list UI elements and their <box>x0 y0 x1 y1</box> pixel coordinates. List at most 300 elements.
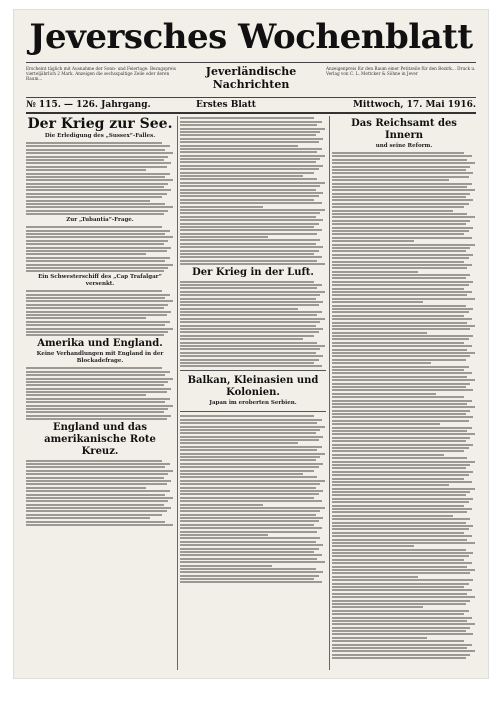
text-line <box>332 230 469 232</box>
subhead-blockade: Keine Verhandlungen mit England in der Blockadefrage. <box>36 351 164 365</box>
text-line <box>180 575 319 577</box>
text-line <box>26 463 170 465</box>
text-line <box>26 250 167 252</box>
text-line <box>26 411 164 413</box>
text-line <box>332 501 469 503</box>
text-line <box>332 406 475 408</box>
text-line <box>26 294 170 296</box>
text-line <box>332 338 469 340</box>
text-line <box>26 297 165 299</box>
text-line <box>180 250 319 252</box>
body-text <box>26 460 174 526</box>
text-line <box>180 182 325 184</box>
text-line <box>180 325 316 327</box>
text-line <box>26 328 173 330</box>
text-line <box>332 264 472 266</box>
text-line <box>180 209 325 211</box>
text-line <box>26 213 164 215</box>
text-line <box>332 633 473 635</box>
text-line <box>332 518 470 520</box>
text-line <box>26 183 168 185</box>
text-line <box>180 243 316 245</box>
text-line <box>26 270 164 272</box>
body-text <box>180 415 326 583</box>
text-line <box>180 439 319 441</box>
text-line <box>332 413 466 415</box>
text-line <box>180 524 314 526</box>
header-row <box>26 62 476 98</box>
body-text <box>332 152 476 659</box>
text-line <box>332 372 472 374</box>
text-line <box>332 410 470 412</box>
text-line <box>332 583 469 585</box>
text-line <box>180 148 322 150</box>
text-line <box>332 457 467 459</box>
text-line <box>332 603 466 605</box>
text-line <box>332 505 464 507</box>
text-line <box>332 471 473 473</box>
text-line <box>332 579 473 581</box>
text-line <box>26 466 165 468</box>
headline-red-cross: England und das amerikanische Rote Kreuz. <box>44 422 156 458</box>
text-line <box>180 453 325 455</box>
text-line <box>180 581 322 583</box>
issue-number: № 115. — 126. Jahrgang. <box>26 100 151 110</box>
text-line <box>180 284 322 286</box>
text-line <box>332 545 414 547</box>
dateline <box>26 98 476 114</box>
text-line <box>332 433 475 435</box>
text-line <box>180 348 320 350</box>
text-line <box>26 290 162 292</box>
column-2 <box>180 116 326 670</box>
text-line <box>332 657 466 659</box>
text-line <box>180 219 323 221</box>
text-line <box>332 244 475 246</box>
text-line <box>26 156 168 158</box>
text-line <box>332 484 449 486</box>
text-line <box>180 473 303 475</box>
text-line <box>332 467 466 469</box>
text-line <box>180 195 319 197</box>
subhead-tubantia: Zur „Tubantia“-Frage. <box>66 217 134 224</box>
text-line <box>332 654 470 656</box>
text-line <box>332 610 469 612</box>
text-line <box>26 145 170 147</box>
text-line <box>180 426 325 428</box>
text-line <box>26 179 173 181</box>
text-line <box>332 623 475 625</box>
column-1 <box>26 116 174 670</box>
text-line <box>180 229 322 231</box>
text-line <box>332 461 475 463</box>
text-line <box>26 394 146 396</box>
text-line <box>332 271 418 273</box>
text-line <box>332 155 472 157</box>
text-line <box>332 169 466 171</box>
body-text <box>26 367 174 420</box>
text-line <box>332 416 473 418</box>
text-line <box>180 476 317 478</box>
subhead-trafalgar: Ein Schwesterschiff des „Cap Trafalgar“ versenkt. <box>38 274 162 288</box>
text-line <box>26 257 170 259</box>
text-line <box>26 162 171 164</box>
text-line <box>26 152 173 154</box>
text-line <box>332 403 467 405</box>
text-line <box>26 300 173 302</box>
text-line <box>26 314 167 316</box>
text-line <box>26 233 165 235</box>
text-line <box>332 247 470 249</box>
text-line <box>332 359 466 361</box>
text-line <box>26 497 173 499</box>
text-line <box>332 566 467 568</box>
text-line <box>26 193 167 195</box>
text-line <box>180 531 317 533</box>
text-line <box>332 159 467 161</box>
text-line <box>180 446 322 448</box>
text-line <box>180 338 303 340</box>
text-line <box>180 365 322 367</box>
text-line <box>180 304 319 306</box>
text-line <box>180 345 325 347</box>
text-line <box>332 183 472 185</box>
text-line <box>180 514 316 516</box>
text-line <box>180 527 322 529</box>
text-line <box>26 247 171 249</box>
header-left-note: Erscheint täglich mit Ausnahme der Sonn- und Feiertage. Bezugspreis vierteljährlich 2 Mark. Anzeigen die sechsspaltige Zeile oder deren Raum... <box>26 66 176 82</box>
text-line <box>26 487 146 489</box>
text-line <box>180 493 319 495</box>
text-line <box>332 274 470 276</box>
text-line <box>332 210 453 212</box>
text-line <box>180 260 317 262</box>
text-line <box>332 206 464 208</box>
text-line <box>180 459 316 461</box>
text-line <box>180 510 320 512</box>
text-line <box>332 213 467 215</box>
text-line <box>332 305 466 307</box>
text-line <box>332 488 475 490</box>
text-line <box>26 264 173 266</box>
text-line <box>180 172 314 174</box>
text-line <box>180 206 263 208</box>
text-line <box>332 379 475 381</box>
text-line <box>26 388 171 390</box>
text-line <box>180 561 325 563</box>
text-line <box>180 202 322 204</box>
subhead-reichsamt: und seine Reform. <box>375 143 433 149</box>
text-line <box>332 335 473 337</box>
text-line <box>332 559 464 561</box>
text-line <box>26 405 173 407</box>
text-line <box>332 281 473 283</box>
text-line <box>332 647 467 649</box>
text-line <box>332 508 472 510</box>
text-line <box>180 442 298 444</box>
text-line <box>332 454 444 456</box>
text-line <box>26 186 164 188</box>
text-line <box>332 257 469 259</box>
text-line <box>26 500 168 502</box>
text-line <box>180 263 325 265</box>
text-line <box>332 494 466 496</box>
text-line <box>180 131 320 133</box>
column-rule <box>329 116 330 670</box>
text-line <box>180 151 317 153</box>
text-line <box>332 386 466 388</box>
text-line <box>180 145 298 147</box>
text-line <box>180 328 323 330</box>
text-line <box>332 596 475 598</box>
text-line <box>332 240 414 242</box>
text-line <box>180 298 316 300</box>
text-line <box>332 498 473 500</box>
text-line <box>180 314 317 316</box>
text-line <box>180 504 263 506</box>
text-line <box>180 301 323 303</box>
text-line <box>180 239 320 241</box>
text-line <box>332 620 467 622</box>
text-line <box>26 510 167 512</box>
text-line <box>180 483 320 485</box>
text-line <box>332 525 473 527</box>
text-line <box>332 311 469 313</box>
text-line <box>332 227 473 229</box>
text-line <box>332 481 472 483</box>
text-line <box>180 256 322 258</box>
text-line <box>332 528 469 530</box>
text-line <box>26 514 162 516</box>
text-line <box>180 517 323 519</box>
text-line <box>180 158 320 160</box>
text-line <box>332 355 470 357</box>
text-line <box>332 562 472 564</box>
text-line <box>26 408 168 410</box>
text-line <box>26 480 171 482</box>
subhead-balkan: Japan im eroberten Serbien. <box>209 400 297 407</box>
text-line <box>180 558 317 560</box>
text-line <box>180 520 319 522</box>
body-text <box>180 117 326 265</box>
text-line <box>332 223 466 225</box>
text-line <box>26 307 164 309</box>
text-line <box>26 470 173 472</box>
text-line <box>180 138 323 140</box>
text-line <box>332 450 464 452</box>
text-line <box>26 507 171 509</box>
text-line <box>332 532 464 534</box>
text-line <box>26 334 164 336</box>
text-line <box>180 253 314 255</box>
text-line <box>180 124 317 126</box>
text-line <box>26 494 165 496</box>
text-line <box>332 613 464 615</box>
text-line <box>180 212 320 214</box>
body-text <box>26 142 174 215</box>
text-line <box>26 210 168 212</box>
body-text <box>180 281 326 368</box>
text-line <box>332 162 475 164</box>
text-line <box>180 352 316 354</box>
text-line <box>180 463 323 465</box>
text-line <box>332 250 466 252</box>
text-line <box>180 216 316 218</box>
text-line <box>26 267 168 269</box>
text-line <box>180 355 323 357</box>
text-line <box>26 304 168 306</box>
text-line <box>332 325 475 327</box>
text-line <box>180 568 316 570</box>
text-line <box>332 189 475 191</box>
text-line <box>180 537 320 539</box>
text-line <box>332 294 467 296</box>
text-line <box>332 362 431 364</box>
text-line <box>332 298 475 300</box>
text-line <box>26 418 167 420</box>
text-line <box>332 430 467 432</box>
text-line <box>332 254 473 256</box>
text-line <box>26 374 165 376</box>
text-line <box>180 449 317 451</box>
text-line <box>332 474 469 476</box>
text-line <box>332 423 440 425</box>
text-line <box>26 483 167 485</box>
text-line <box>332 396 464 398</box>
text-line <box>26 521 165 523</box>
text-line <box>332 186 467 188</box>
text-line <box>180 480 325 482</box>
text-line <box>26 415 171 417</box>
subhead-sussex: Die Erledigung des „Sussex“-Falles. <box>44 133 156 139</box>
body-text <box>26 290 174 336</box>
body-text <box>26 226 174 272</box>
text-line <box>332 389 473 391</box>
text-line <box>180 419 322 421</box>
text-line <box>180 165 323 167</box>
text-line <box>332 444 473 446</box>
text-line <box>180 541 316 543</box>
text-line <box>26 321 170 323</box>
text-line <box>180 161 316 163</box>
text-line <box>180 294 320 296</box>
text-line <box>26 460 162 462</box>
text-line <box>180 470 314 472</box>
text-line <box>332 644 472 646</box>
text-line <box>332 640 464 642</box>
text-line <box>332 233 464 235</box>
text-line <box>26 236 173 238</box>
text-line <box>180 155 325 157</box>
text-line <box>332 308 473 310</box>
text-line <box>180 415 314 417</box>
text-line <box>180 490 323 492</box>
newspaper-page <box>14 10 488 678</box>
text-line <box>332 152 464 154</box>
text-line <box>332 572 470 574</box>
text-line <box>332 617 472 619</box>
text-line <box>180 168 319 170</box>
text-line <box>332 383 470 385</box>
text-line <box>180 565 272 567</box>
text-line <box>332 345 472 347</box>
text-line <box>26 230 170 232</box>
text-line <box>332 589 472 591</box>
text-line <box>26 371 170 373</box>
text-line <box>180 331 319 333</box>
text-line <box>180 223 319 225</box>
text-line <box>180 192 323 194</box>
text-line <box>180 466 319 468</box>
text-line <box>332 630 466 632</box>
text-line <box>332 552 473 554</box>
text-line <box>180 342 317 344</box>
text-line <box>180 281 314 283</box>
text-line <box>180 199 314 201</box>
text-line <box>332 600 470 602</box>
text-line <box>26 169 146 171</box>
text-line <box>332 237 472 239</box>
text-line <box>332 586 464 588</box>
text-line <box>332 291 472 293</box>
text-line <box>332 555 469 557</box>
text-line <box>332 542 475 544</box>
header-center-title: Jeverländische Nachrichten <box>205 65 297 91</box>
text-line <box>26 317 146 319</box>
text-line <box>332 637 427 639</box>
text-line <box>26 311 171 313</box>
text-line <box>26 200 150 202</box>
text-line <box>332 328 470 330</box>
text-line <box>332 593 467 595</box>
text-line <box>26 378 173 380</box>
text-line <box>332 549 466 551</box>
column-rule <box>177 116 178 670</box>
text-line <box>180 551 314 553</box>
text-line <box>180 432 316 434</box>
text-line <box>180 500 322 502</box>
headline-balkan: Balkan, Kleinasien und Kolonien. <box>187 375 319 399</box>
text-line <box>332 478 464 480</box>
text-line <box>332 315 464 317</box>
headline-america-england: Amerika und England. <box>37 338 163 350</box>
text-line <box>332 420 469 422</box>
text-line <box>332 284 469 286</box>
text-line <box>180 287 317 289</box>
text-line <box>332 166 470 168</box>
text-line <box>180 318 325 320</box>
text-line <box>332 332 427 334</box>
text-line <box>332 176 469 178</box>
text-line <box>180 128 325 130</box>
text-line <box>332 522 466 524</box>
text-line <box>180 321 320 323</box>
text-line <box>180 141 319 143</box>
text-line <box>180 544 323 546</box>
text-line <box>332 393 436 395</box>
text-line <box>180 359 319 361</box>
text-line <box>180 571 323 573</box>
text-line <box>180 422 317 424</box>
text-line <box>180 554 322 556</box>
text-line <box>332 349 467 351</box>
headline-reichsamt: Das Reichsamt des Innern <box>351 118 457 141</box>
text-line <box>26 149 165 151</box>
text-line <box>26 504 164 506</box>
text-line <box>180 497 314 499</box>
text-line <box>26 226 162 228</box>
text-line <box>332 267 467 269</box>
